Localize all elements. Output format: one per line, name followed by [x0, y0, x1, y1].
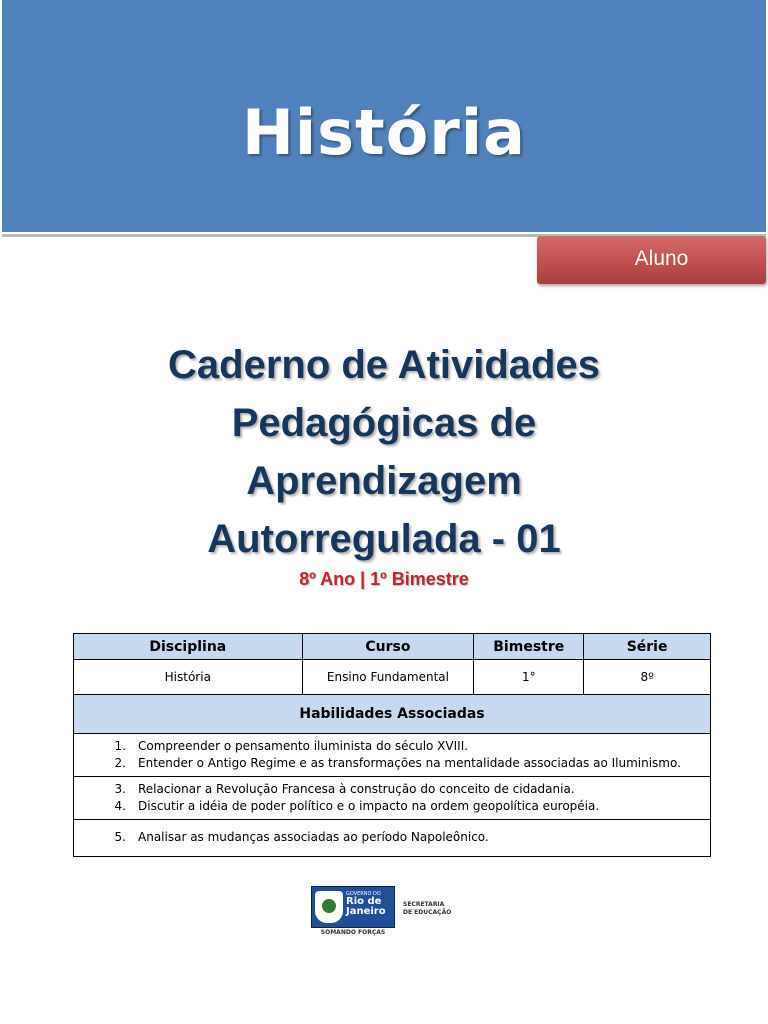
- government-logo: [311, 884, 461, 939]
- document-title-line: Autorregulada - 01: [207, 517, 561, 561]
- skill-text: Analisar as mudanças associadas ao período Napoleônico.: [138, 830, 489, 844]
- logo-secretaria: [403, 901, 463, 917]
- logo-gov-small: GOVERNO DO: [346, 891, 381, 897]
- subject-title: História: [242, 96, 526, 169]
- crest-icon: [315, 891, 343, 923]
- skill-number: 5.: [114, 830, 126, 844]
- header-banner: [2, 0, 766, 232]
- rio-logo-box: [311, 886, 395, 928]
- logo-gov-name: Rio de Janeiro: [346, 896, 386, 917]
- cell-bimestre: 1°: [474, 660, 584, 695]
- audience-badge-label: Aluno: [634, 247, 689, 270]
- skill-group: [74, 734, 711, 777]
- skill-group: [74, 777, 711, 820]
- skill-number: 2.: [114, 756, 126, 770]
- cell-serie: 8º: [584, 660, 711, 695]
- skill-number: 3.: [114, 782, 126, 796]
- skill-number: 1.: [114, 739, 126, 753]
- header-curso: Curso: [302, 634, 474, 660]
- document-title-line: Pedagógicas de: [231, 401, 537, 445]
- document-title-line: Aprendizagem: [246, 459, 522, 503]
- skill-text: Relacionar a Revolução Francesa à construção do conceito de cidadania.: [138, 782, 575, 796]
- table-header-row: [74, 634, 711, 660]
- header-bimestre: Bimestre: [474, 634, 584, 660]
- skill-group-row: [74, 777, 711, 820]
- logo-secretaria-line: DE EDUCAÇÃO: [403, 909, 452, 916]
- list-item: [74, 829, 710, 846]
- skill-group-row: [74, 820, 711, 857]
- logo-motto: SOMANDO FORÇAS: [320, 929, 386, 936]
- skill-text: Compreender o pensamento iluminista do século XVIII.: [138, 739, 469, 753]
- list-item: [74, 755, 710, 772]
- skill-group: [74, 820, 711, 857]
- header-serie: Série: [584, 634, 711, 660]
- grade-term-subtitle: 8º Ano | 1º Bimestre: [299, 569, 469, 589]
- list-item: [74, 738, 710, 755]
- logo-secretaria-line: SECRETARIA: [403, 901, 445, 908]
- list-item: [74, 781, 710, 798]
- document-title: [60, 336, 708, 568]
- skills-header: Habilidades Associadas: [74, 695, 711, 734]
- table-row: [74, 660, 711, 695]
- audience-badge: [537, 236, 766, 284]
- document-title-line: Caderno de Atividades: [168, 343, 600, 387]
- skills-header-row: [74, 695, 711, 734]
- skill-text: Discutir a idéia de poder político e o impacto na ordem geopolítica européia.: [138, 799, 600, 813]
- skill-group-row: [74, 734, 711, 777]
- course-info-table: [73, 633, 711, 857]
- list-item: [74, 798, 710, 815]
- skill-text: Entender o Antigo Regime e as transformações na mentalidade associadas ao Iluminismo.: [138, 756, 681, 770]
- header-disciplina: Disciplina: [74, 634, 303, 660]
- cell-disciplina: História: [74, 660, 303, 695]
- skill-number: 4.: [114, 799, 126, 813]
- cell-curso: Ensino Fundamental: [302, 660, 474, 695]
